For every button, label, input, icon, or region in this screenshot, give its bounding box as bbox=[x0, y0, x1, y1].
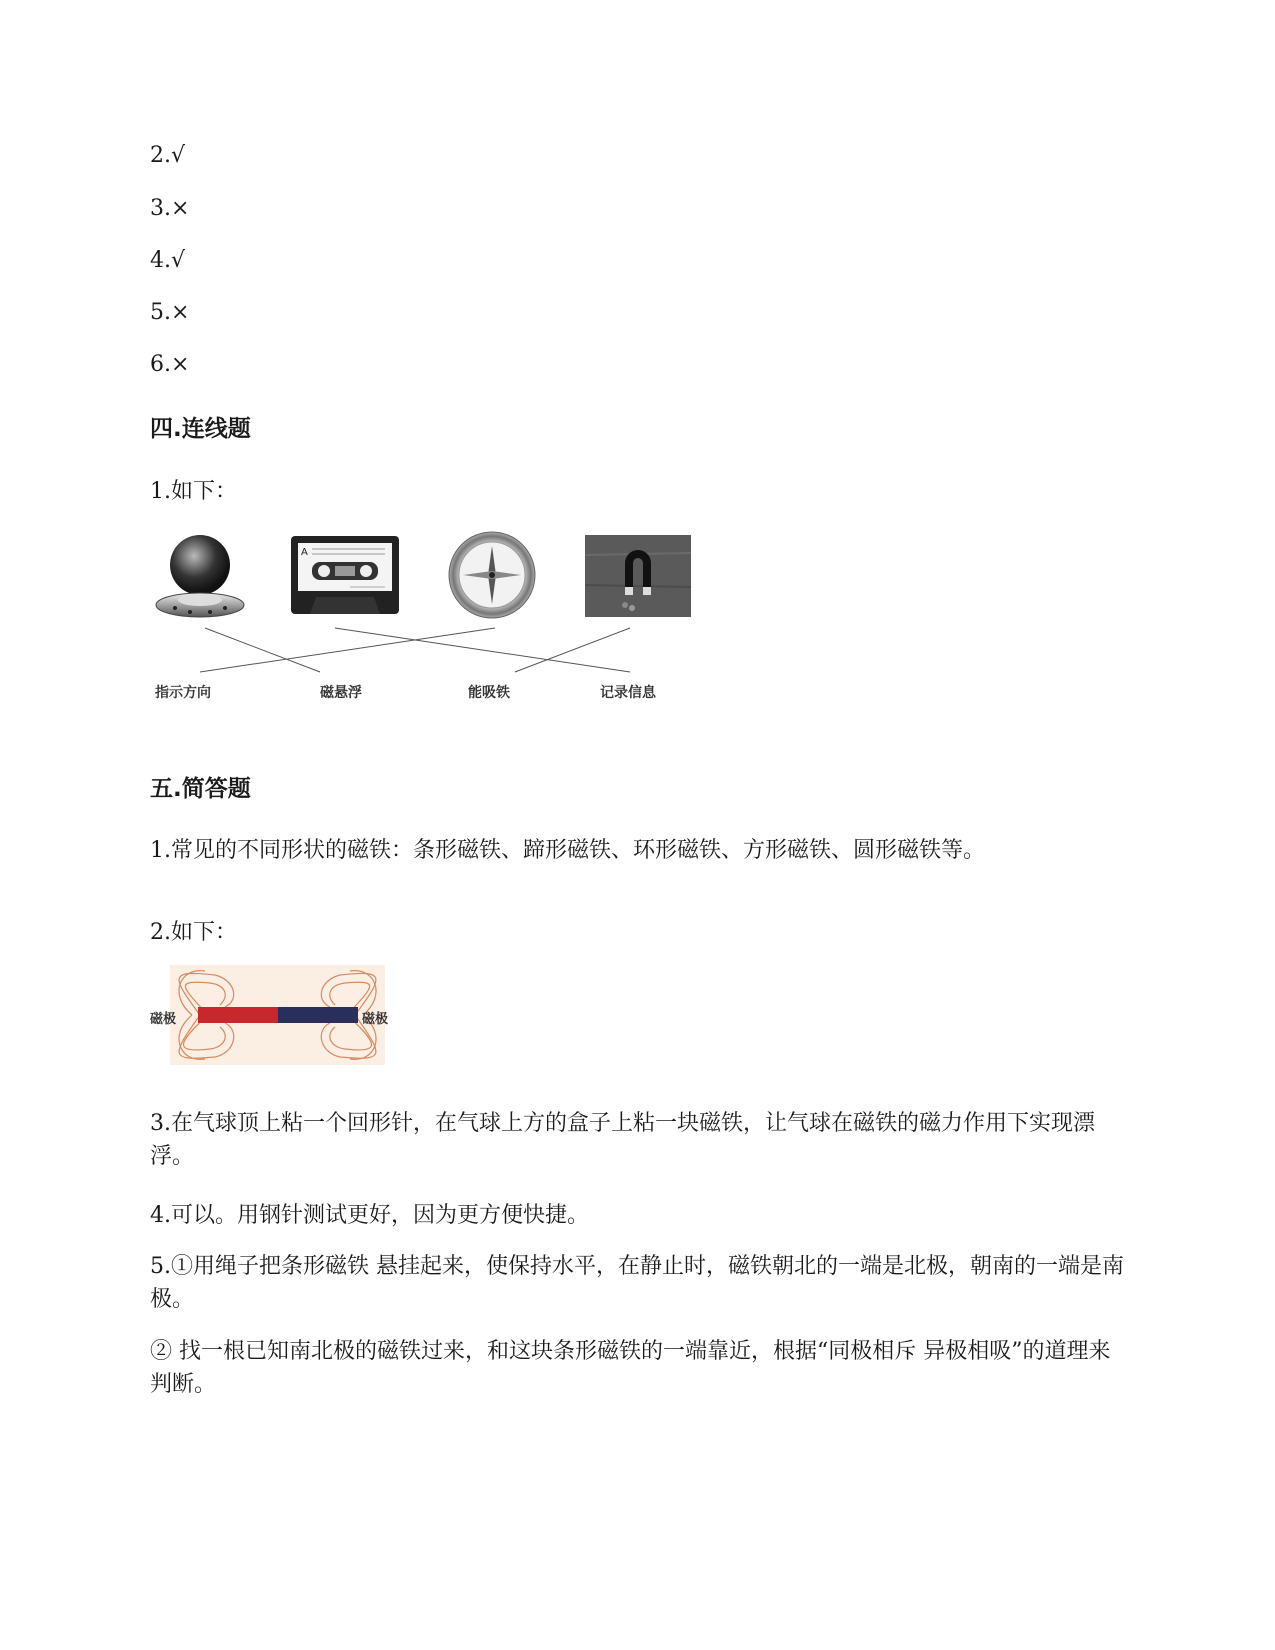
magnetic-field-image bbox=[170, 965, 385, 1065]
magnet-pole-label-left: 磁极 bbox=[150, 1012, 177, 1027]
answer-5-1: 1.常见的不同形状的磁铁：条形磁铁、蹄形磁铁、环形磁铁、方形磁铁、圆形磁铁等。 bbox=[150, 838, 985, 863]
answer-4: 4.√ bbox=[150, 248, 186, 273]
answer-5: 5.× bbox=[150, 300, 190, 325]
label-record-info: 记录信息 bbox=[600, 685, 656, 701]
svg-text:A: A bbox=[301, 547, 308, 558]
section-heading-matching: 四.连线题 bbox=[150, 416, 251, 442]
label-direction: 指示方向 bbox=[155, 685, 211, 701]
answer-5-4: 4.可以。用钢针测试更好，因为更方便快捷。 bbox=[150, 1203, 589, 1228]
question-4-1: 1.如下： bbox=[150, 479, 237, 504]
levitating-globe-icon bbox=[155, 530, 245, 625]
answer-2: 2.√ bbox=[150, 143, 186, 168]
section-heading-short-answer: 五.简答题 bbox=[150, 776, 251, 802]
bar-magnet-figure bbox=[150, 965, 400, 1065]
answer-5-2: 2.如下： bbox=[150, 920, 237, 945]
label-maglev: 磁悬浮 bbox=[320, 685, 362, 701]
answer-5-5b: ② 找一根已知南北极的磁铁过来，和这块条形磁铁的一端靠近，根据“同极相斥 异极相吸”的道理来判断。 bbox=[150, 1339, 1111, 1397]
answer-6: 6.× bbox=[150, 352, 190, 377]
compass-icon bbox=[447, 530, 537, 620]
label-attract-iron: 能吸铁 bbox=[468, 685, 510, 701]
magnet-pole-label-right: 磁极 bbox=[362, 1012, 389, 1027]
cassette-tape-icon bbox=[290, 535, 400, 615]
answer-5-5a: 5.①用绳子把条形磁铁 悬挂起来，使保持水平，在静止时，磁铁朝北的一端是北极，朝南的一端是南极。 bbox=[150, 1254, 1124, 1312]
horseshoe-magnet-icon bbox=[585, 535, 691, 617]
answer-5-3: 3.在气球顶上粘一个回形针，在气球上方的盒子上粘一块磁铁，让气球在磁铁的磁力作用下实现漂浮。 bbox=[150, 1111, 1095, 1169]
answer-3: 3.× bbox=[150, 196, 190, 221]
matching-figure bbox=[150, 525, 710, 725]
matching-lines bbox=[150, 620, 710, 680]
